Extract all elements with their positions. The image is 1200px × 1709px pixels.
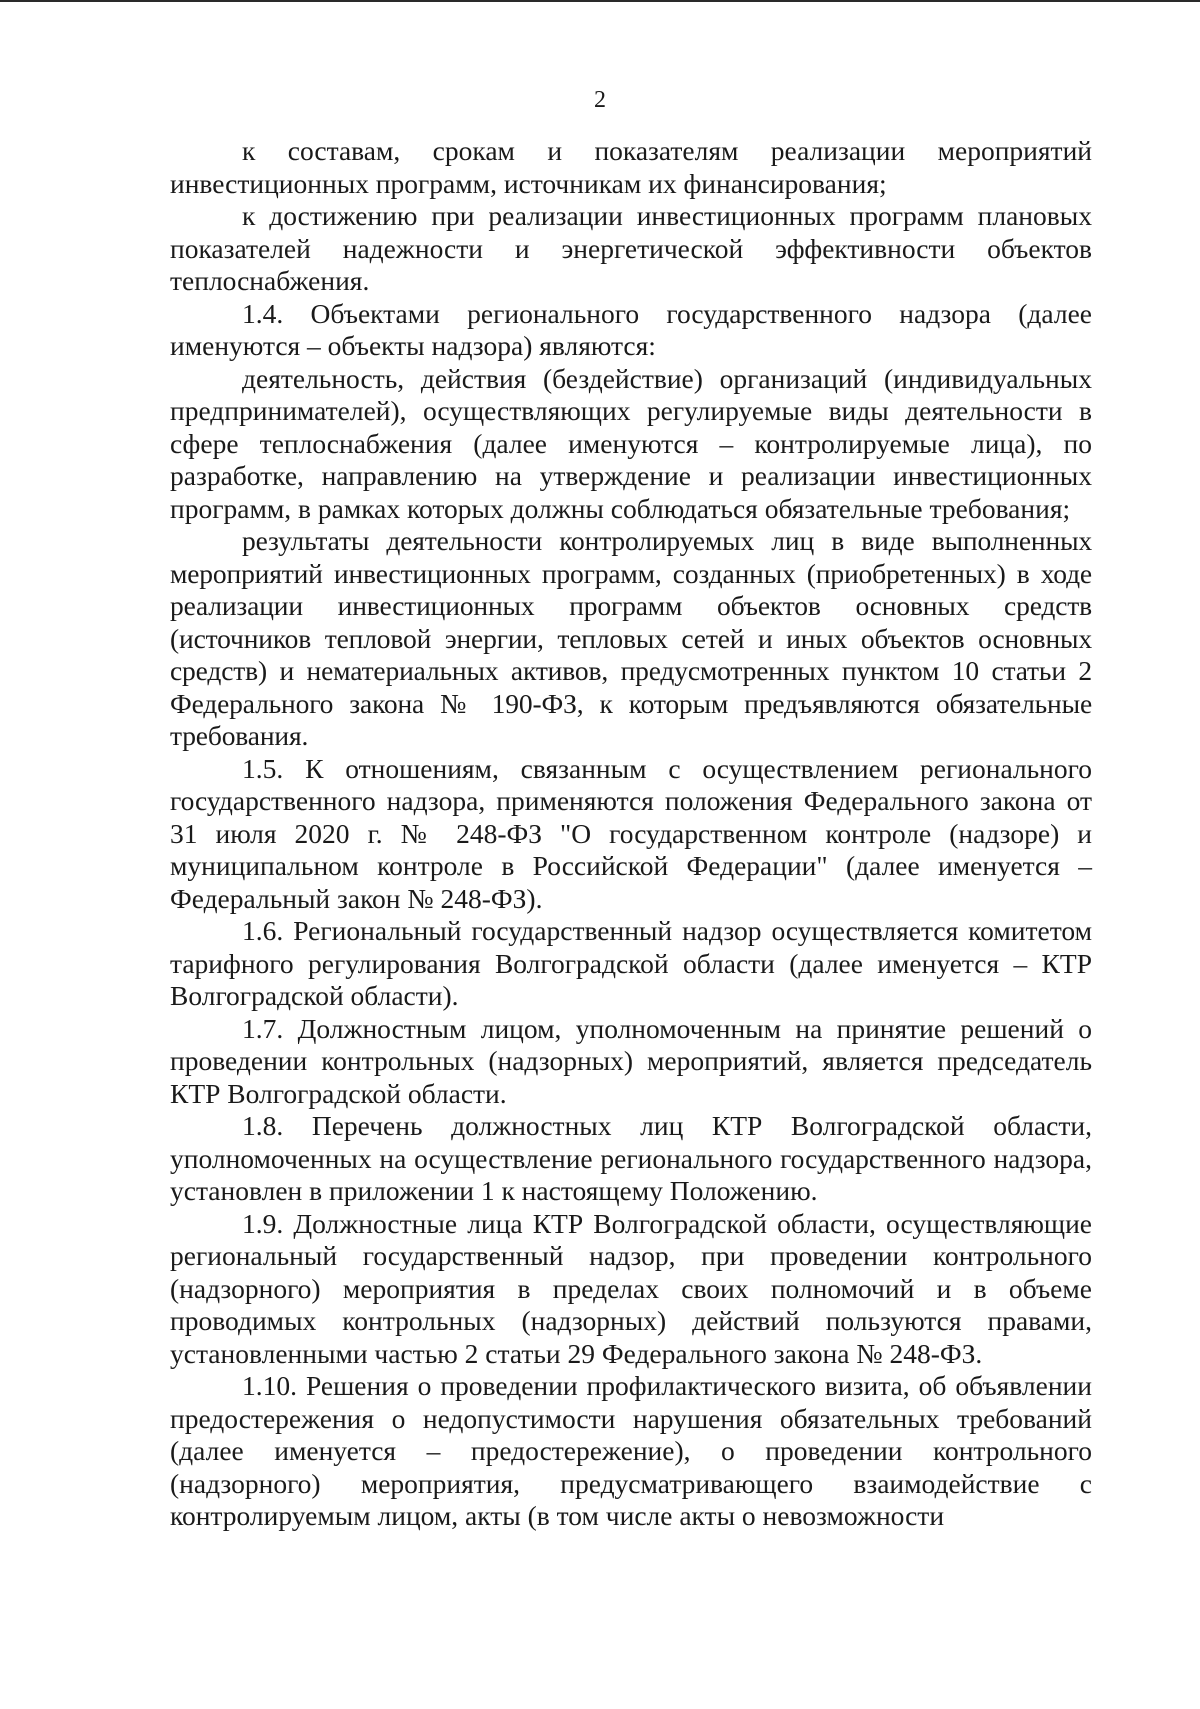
paragraph-1-7: 1.7. Должностным лицом, уполномоченным на принятие решений о проведении контрольных (надзорных) мероприятий, является председатель КТР Волгоградской области.: [170, 1012, 1092, 1109]
paragraph-1-5: 1.5. К отношениям, связанным с осуществлением регионального государственного надзора, применяются положения Федерального закона от 31 июля 2020 г. № 248-ФЗ "О государственном контроле (надзоре) и муниципальном контроле в Российской Федерации" (далее именуется – Федеральный закон № 248-ФЗ).: [170, 752, 1092, 914]
paragraph-1-6: 1.6. Региональный государственный надзор осуществляется комитетом тарифного регулирования Волгоградской области (далее именуется – КТР Волгоградской области).: [170, 915, 1092, 1011]
paragraph-results: результаты деятельности контролируемых лиц в виде выполненных мероприятий инвестиционных программ, созданных (приобретенных) в ходе реализации инвестиционных программ объектов основных средств (источников тепловой энергии, тепловых сетей и иных объектов основных средств) и нематериальных активов, предусмотренных пунктом 10 статьи 2 Федерального закона № 190-ФЗ, к которым предъявляются обязательные требования.: [170, 525, 1092, 751]
paragraph-1-9: 1.9. Должностные лица КТР Волгоградской области, осуществляющие региональный государственный надзор, при проведении контрольного (надзорного) мероприятия в пределах своих полномочий и в объеме проводимых контрольных (надзорных) действий пользуются правами, установленными частью 2 статьи 29 Федерального закона № 248-ФЗ.: [170, 1207, 1092, 1369]
paragraph-composition-requirements: к составам, срокам и показателям реализации мероприятий инвестиционных программ, источникам их финансирования;: [170, 135, 1092, 199]
paragraph-1-10: 1.10. Решения о проведении профилактического визита, об объявлении предостережения о недопустимости нарушения обязательных требований (далее именуется – предостережение), о проведении контрольного (надзорного) мероприятия, предусматривающего взаимодействие с контролируемым лицом, акты (в том числе акты о невозможности: [170, 1370, 1092, 1531]
paragraph-reliability-indicators: к достижению при реализации инвестиционных программ плановых показателей надежности и энергетической эффективности объектов теплоснабжения.: [170, 200, 1092, 296]
document-body: [170, 135, 1092, 1533]
paragraph-1-4: 1.4. Объектами регионального государственного надзора (далее именуются – объекты надзора) являются:: [170, 297, 1092, 361]
page-number: 2: [594, 87, 606, 113]
paragraph-activities: деятельность, действия (бездействие) организаций (индивидуальных предпринимателей), осуществляющих регулируемые виды деятельности в сфере теплоснабжения (далее именуются – контролируемые лица), по разработке, направлению на утверждение и реализации инвестиционных программ, в рамках которых должны соблюдаться обязательные требования;: [170, 362, 1092, 524]
scan-top-edge: [0, 0, 1200, 2]
paragraph-1-8: 1.8. Перечень должностных лиц КТР Волгоградской области, уполномоченных на осуществление регионального государственного надзора, установлен в приложении 1 к настоящему Положению.: [170, 1110, 1092, 1206]
